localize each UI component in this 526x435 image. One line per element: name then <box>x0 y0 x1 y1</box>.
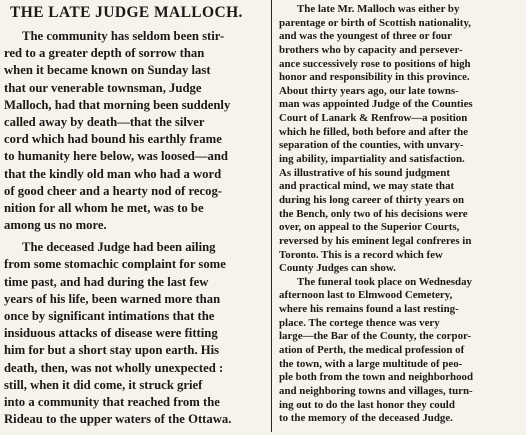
text-line: of good cheer and a hearty nod of recog- <box>4 183 223 198</box>
text-line: The deceased Judge had been ailing <box>22 240 216 255</box>
text-line: that our venerable townsman, Judge <box>4 80 202 95</box>
text-line: from some stomachic complaint for some <box>4 257 226 272</box>
text-line: into a community that reached from the <box>4 394 220 409</box>
text-line: Court of Lanark & Renfrow—a position <box>279 112 468 125</box>
text-line: which he filled, both before and after the <box>279 125 468 138</box>
text-line: Rideau to the upper waters of the Ottawa. <box>4 412 232 427</box>
text-line: and neighboring towns and villages, turn- <box>279 384 473 397</box>
text-line: Malloch, had that morning been suddenly <box>4 97 231 112</box>
text-line: place. The cortege thence was very <box>279 316 440 329</box>
text-line: and was the youngest of three or four <box>279 30 452 43</box>
text-line: The late Mr. Malloch was either by <box>297 3 460 15</box>
right-paragraph-1 <box>279 3 522 276</box>
left-column <box>4 0 266 432</box>
right-paragraph-2 <box>279 276 522 426</box>
text-line: the Bench, only two of his decisions were <box>279 207 468 220</box>
text-line: reversed by his eminent legal confreres in <box>279 234 472 247</box>
text-line: still, when it did come, it struck grief <box>4 377 203 392</box>
text-line: As illustrative of his sound judgment <box>279 166 450 179</box>
text-line: ing ability, impartiality and satisfaction. <box>279 153 465 166</box>
text-line: afternoon last to Elmwood Cemetery, <box>279 289 453 302</box>
text-line: among us no more. <box>4 218 107 233</box>
text-line: man was appointed Judge of the Counties <box>279 98 473 111</box>
text-line: ple both from the town and neighborhood <box>279 371 474 384</box>
text-line: red to a greater depth of sorrow than <box>4 46 205 61</box>
text-line: called away by death—that the silver <box>4 114 205 129</box>
article-headline: THE LATE JUDGE MALLOCH. <box>10 4 243 21</box>
text-line: once by significant intimations that the <box>4 309 215 323</box>
text-line: time past, and had during the last few <box>4 274 209 289</box>
text-line: during his long career of thirty years on <box>279 193 465 206</box>
text-line: death, then, was not wholly unexpected : <box>4 360 224 375</box>
text-line: where his remains found a last resting- <box>279 303 459 316</box>
text-line: separation of the counties, with unvary- <box>279 139 464 152</box>
text-line: nition for all whom he met, was to be <box>4 200 204 215</box>
text-line: large—the Bar of the County, the corpor- <box>279 330 472 343</box>
text-line: to humanity here below, was loosed—and <box>4 149 228 164</box>
right-column <box>279 0 522 435</box>
text-line: brothers who by capacity and persever- <box>279 43 463 56</box>
text-line: cord which had bound his earthly frame <box>4 132 222 147</box>
text-line: ing out to do the last honor they could <box>279 398 455 411</box>
text-line: over, on appeal to the Superior Courts, <box>279 221 460 234</box>
text-line: to the memory of the deceased Judge. <box>279 412 453 425</box>
left-paragraph-1 <box>4 28 266 234</box>
text-line: the town, with a large multitude of peo- <box>279 357 463 370</box>
text-line: About thirty years ago, our late towns- <box>279 84 459 97</box>
text-line: The community has seldom been stir- <box>22 29 225 43</box>
text-line: ance successively rose to positions of high <box>279 57 471 70</box>
text-line: parentage or birth of Scottish nationality, <box>279 16 472 29</box>
text-line: when it became known on Sunday last <box>4 63 211 78</box>
text-line: and practical mind, we may state that <box>279 180 455 193</box>
column-divider <box>271 0 272 432</box>
text-line: honor and responsibility in this province. <box>279 71 470 84</box>
left-paragraph-2 <box>4 239 266 428</box>
text-line: him for but a short stay upon earth. His <box>4 343 220 358</box>
text-line: Toronto. This is a record which few <box>279 248 443 261</box>
text-line: insiduous attacks of disease were fitting <box>4 326 218 341</box>
text-line: years of his life, been warned more than <box>4 291 221 306</box>
text-line: ation of Perth, the medical profession of <box>279 344 465 357</box>
text-line: County Judges can show. <box>279 262 396 275</box>
text-line: The funeral took place on Wednesday <box>297 275 472 288</box>
text-line: that the kindly old man who had a word <box>4 166 222 181</box>
